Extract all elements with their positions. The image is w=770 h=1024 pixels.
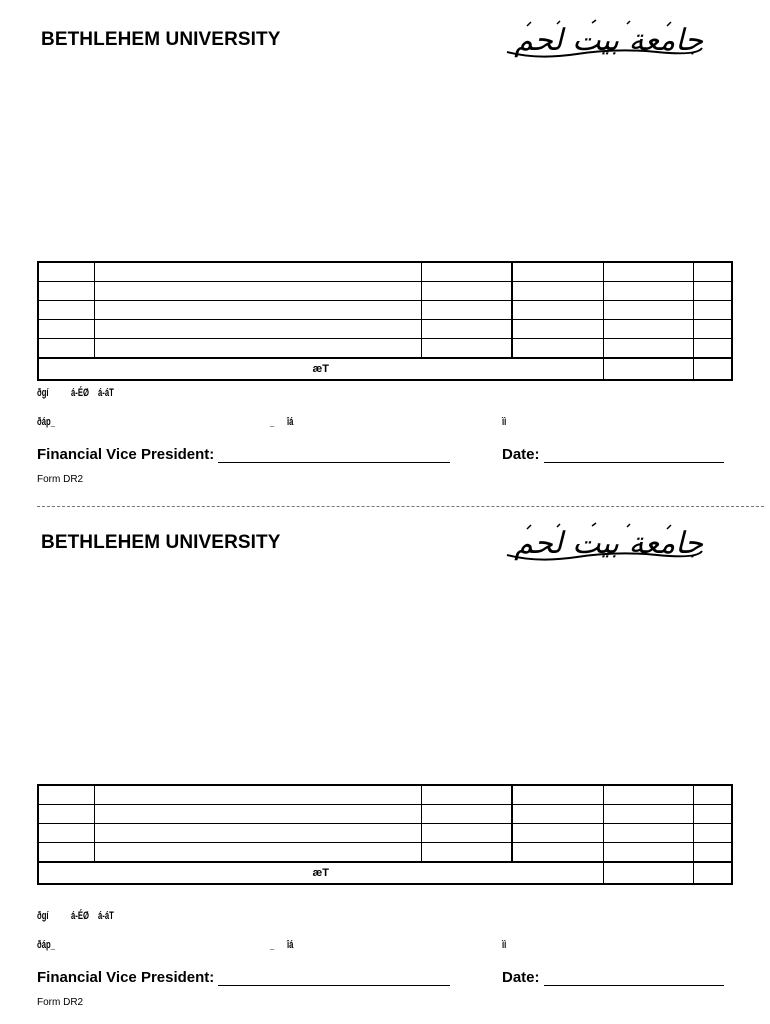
table-cell[interactable] [603,843,693,863]
total-extra-cell[interactable] [693,358,732,380]
table-row [38,262,732,282]
table-cell[interactable] [38,320,94,339]
table-cell[interactable] [693,785,732,805]
garbled-text: îá [287,416,294,428]
table-cell[interactable] [94,824,421,843]
table-cell[interactable] [512,282,603,301]
entries-table [37,784,733,885]
form-id: Form DR2 [37,997,84,1008]
date-line[interactable] [544,972,724,986]
garbled-text: ìì [502,939,507,951]
table-cell[interactable] [512,339,603,359]
table-cell[interactable] [693,282,732,301]
vp-signature-line[interactable] [218,972,450,986]
table-cell[interactable] [94,262,421,282]
date-label: Date: [502,446,540,463]
table-cell[interactable] [421,785,512,805]
arabic-logo [497,14,709,64]
table-cell[interactable] [421,824,512,843]
table-cell[interactable] [421,843,512,863]
table-cell[interactable] [38,843,94,863]
table-cell[interactable] [693,301,732,320]
total-extra-cell[interactable] [693,862,732,884]
total-row [38,358,732,380]
garbled-text: ðáp_ [37,939,55,951]
garbled-text: á-áT [98,910,114,922]
table-cell[interactable] [693,824,732,843]
table-cell[interactable] [94,843,421,863]
table-cell[interactable] [421,301,512,320]
table-cell[interactable] [603,805,693,824]
form-copy-2 [0,503,770,1024]
table-cell[interactable] [512,785,603,805]
date-row [502,446,724,463]
table-cell[interactable] [38,339,94,359]
table-cell[interactable] [421,339,512,359]
table-cell[interactable] [512,262,603,282]
table-cell[interactable] [421,805,512,824]
table-cell[interactable] [603,301,693,320]
table-cell[interactable] [94,805,421,824]
garbled-text: ðgí [37,910,49,922]
vp-label: Financial Vice President: [37,446,215,463]
total-amount-cell[interactable] [603,358,693,380]
date-row [502,969,724,986]
arabic-logo-text: جامعة بيت لحم [514,526,703,561]
vp-signature-line[interactable] [218,449,450,463]
arabic-logo-text: جامعة بيت لحم [514,23,703,58]
table-cell[interactable] [38,805,94,824]
table-cell[interactable] [38,824,94,843]
table-cell[interactable] [603,824,693,843]
table-cell[interactable] [421,262,512,282]
table-row [38,301,732,320]
table-cell[interactable] [94,339,421,359]
total-label: æT [38,358,603,380]
garbled-text: á-áT [98,387,114,399]
table-row [38,320,732,339]
garbled-text: ðgí [37,387,49,399]
table-cell[interactable] [94,785,421,805]
garbled-text: _ [270,416,275,428]
table-cell[interactable] [512,301,603,320]
table-cell[interactable] [603,282,693,301]
table-cell[interactable] [512,843,603,863]
form-copy-1 [0,0,770,500]
garbled-text: ðáp_ [37,416,55,428]
garbled-text: îá [287,939,294,951]
table-row [38,282,732,301]
table-cell[interactable] [421,320,512,339]
table-cell[interactable] [512,320,603,339]
table-cell[interactable] [693,320,732,339]
vp-label: Financial Vice President: [37,969,215,986]
total-amount-cell[interactable] [603,862,693,884]
garbled-text: á-ÉØ [71,387,89,399]
garbled-text: á-ÉØ [71,910,89,922]
university-name: BETHLEHEM UNIVERSITY [41,532,281,553]
table-cell[interactable] [512,805,603,824]
arabic-logo [497,517,709,567]
table-cell[interactable] [603,785,693,805]
vp-signature-row [37,446,450,463]
table-cell[interactable] [693,805,732,824]
garbled-text: _ [270,939,275,951]
university-name: BETHLEHEM UNIVERSITY [41,29,281,50]
table-row [38,339,732,359]
garbled-text: ìì [502,416,507,428]
table-cell[interactable] [421,282,512,301]
table-cell[interactable] [94,282,421,301]
date-label: Date: [502,969,540,986]
table-cell[interactable] [603,339,693,359]
total-row [38,862,732,884]
total-label: æT [38,862,603,884]
table-cell[interactable] [38,301,94,320]
table-row [38,843,732,863]
table-row [38,785,732,805]
table-cell[interactable] [38,785,94,805]
date-line[interactable] [544,449,724,463]
vp-signature-row [37,969,450,986]
table-cell[interactable] [38,262,94,282]
table-cell[interactable] [603,262,693,282]
table-cell[interactable] [693,843,732,863]
form-id: Form DR2 [37,474,84,485]
table-row [38,805,732,824]
table-cell[interactable] [94,320,421,339]
table-cell[interactable] [512,824,603,843]
table-cell[interactable] [693,339,732,359]
table-cell[interactable] [94,301,421,320]
table-cell[interactable] [693,262,732,282]
entries-table [37,261,733,381]
table-cell[interactable] [603,320,693,339]
table-cell[interactable] [38,282,94,301]
table-row [38,824,732,843]
